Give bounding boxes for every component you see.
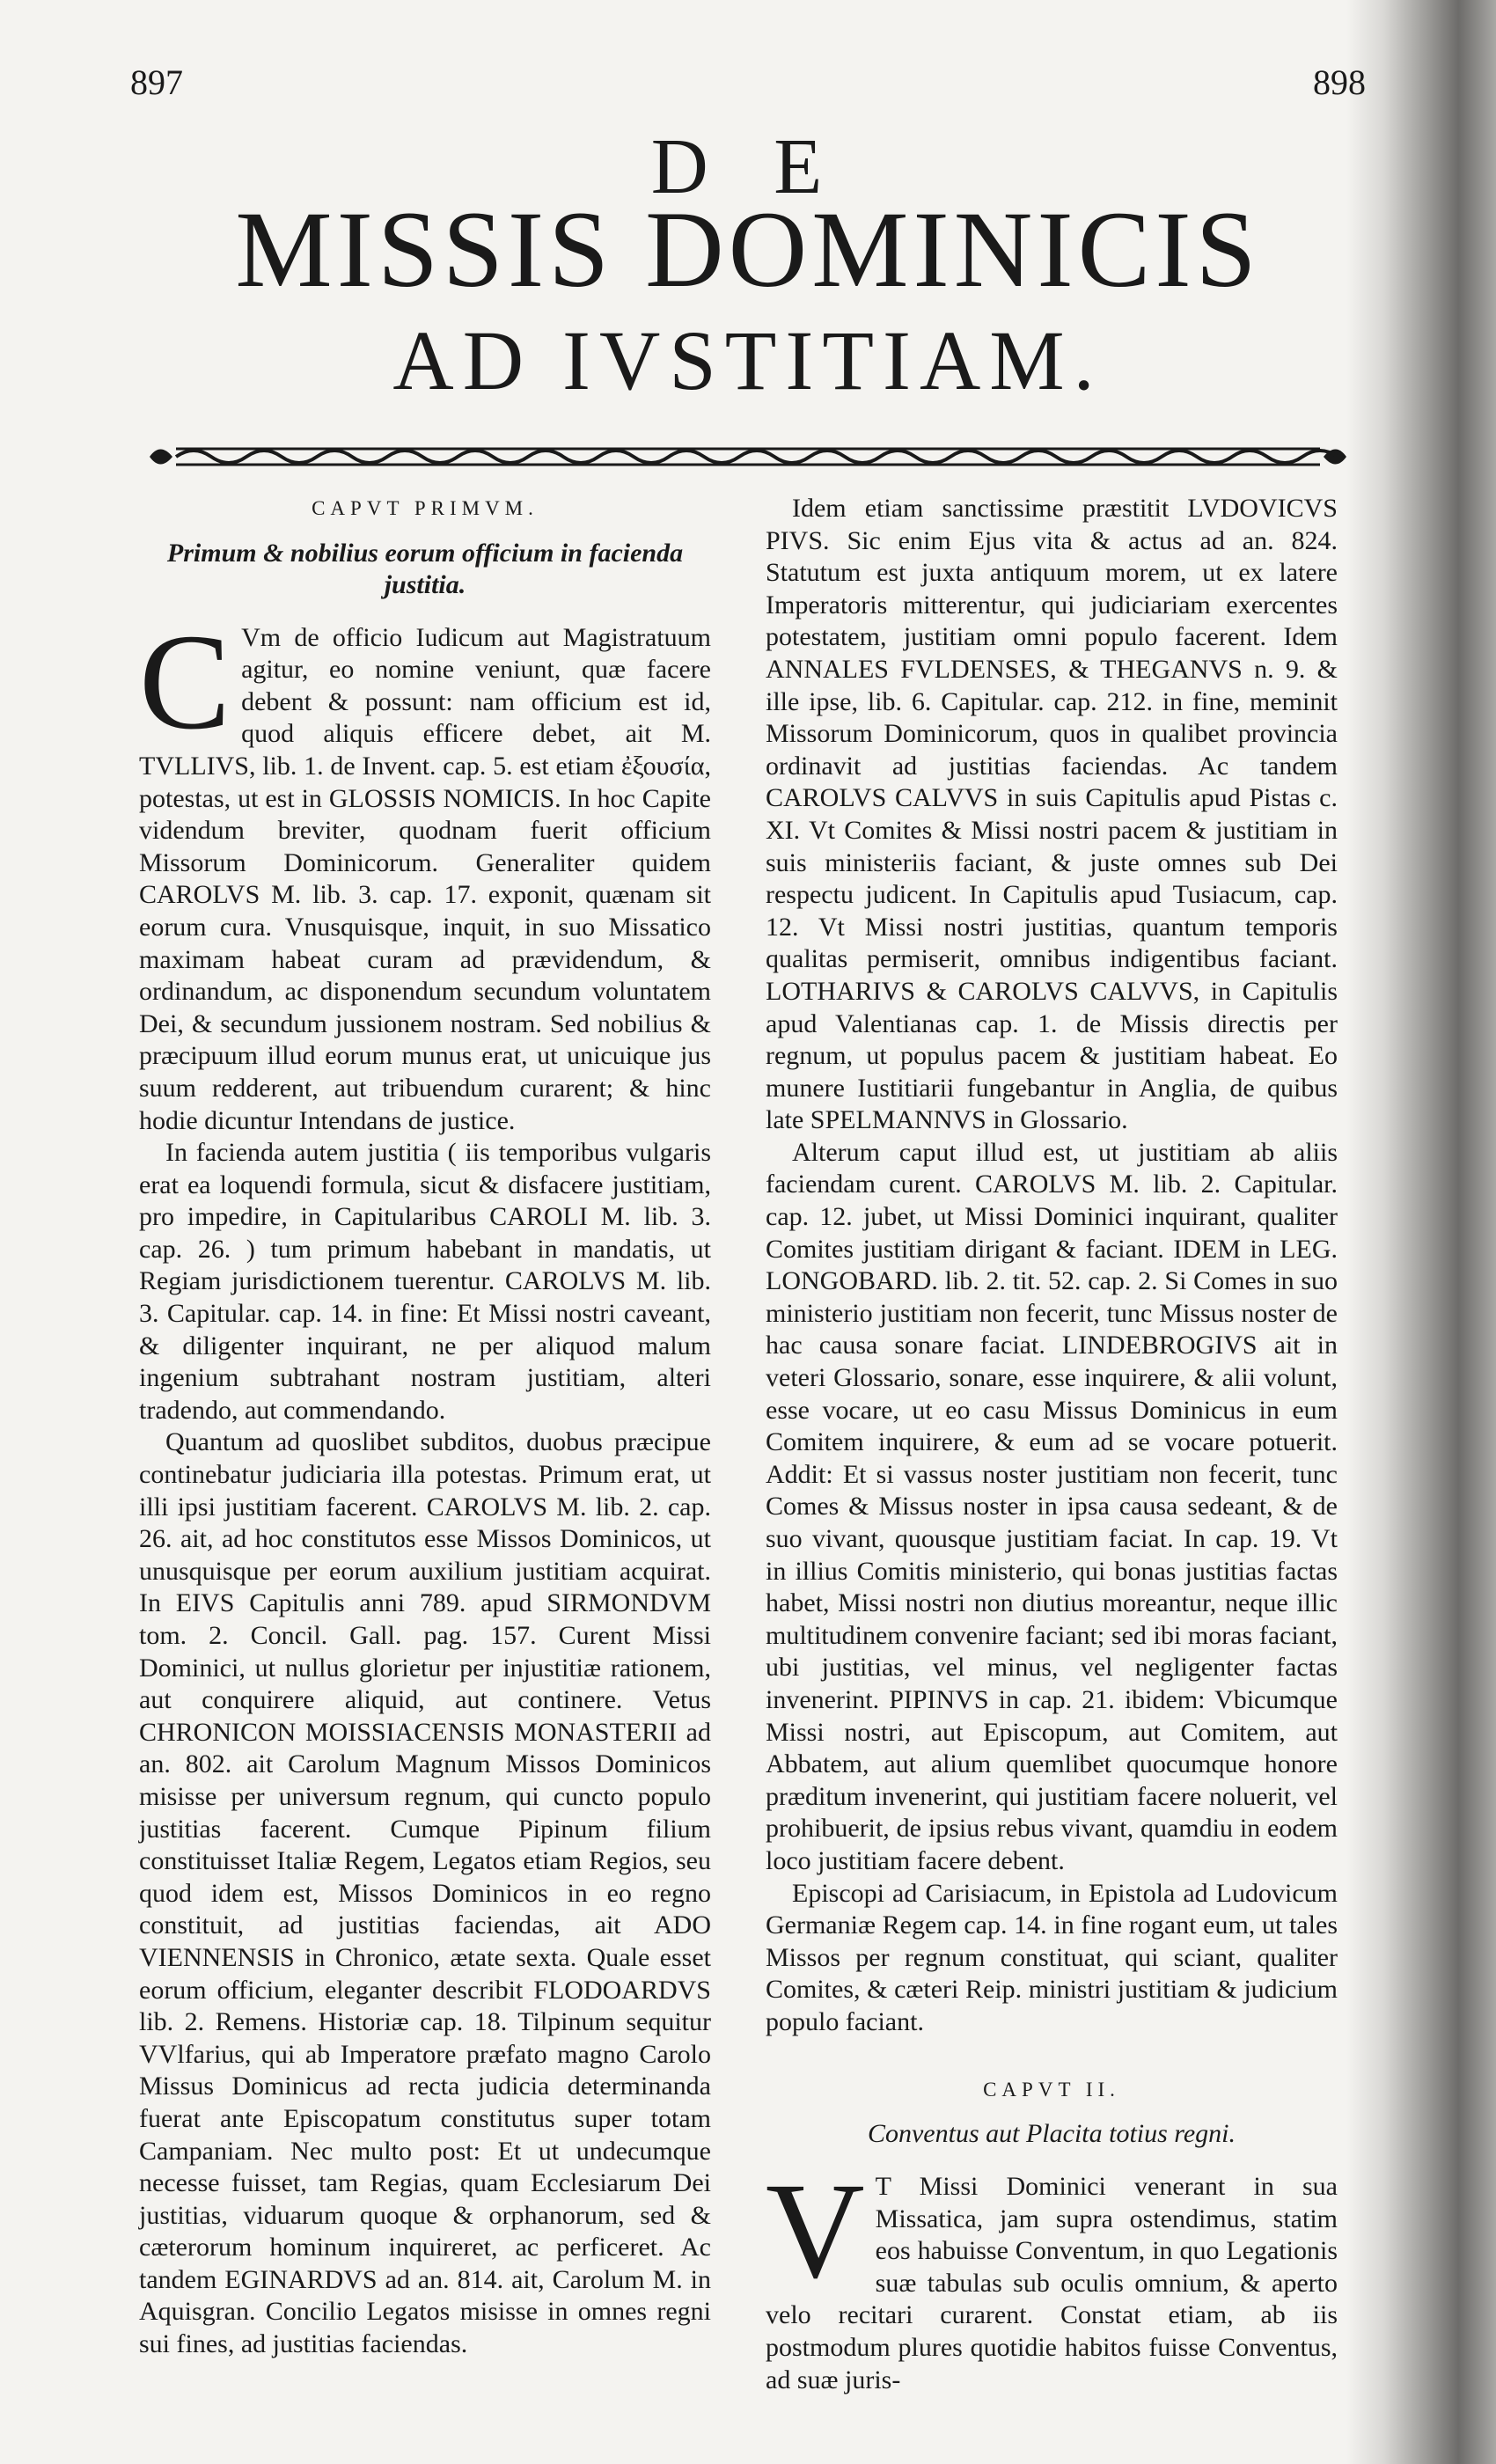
chapter-subtitle: Conventus aut Placita totius regni. xyxy=(867,2119,1236,2149)
spacer xyxy=(766,2039,1338,2074)
chapter-heading: CAPVT PRIMVM. xyxy=(312,497,539,519)
page-number-left: 897 xyxy=(130,62,183,102)
right-column xyxy=(766,493,1338,2396)
drop-cap: C xyxy=(139,605,231,758)
chapter-subtitle: Primum & nobilius eorum officium in facienda justitia. xyxy=(166,538,684,599)
paragraph-text: T Missi Dominici venerant in sua Missatica, jam supra ostendimus, statim eos habuisse Conventum, in quo Legationis suæ tabulas sub oculis omnium, & aperto velo recitari curarent. Constat etiam, ab iis postmodum plures quotidie habitos fuisse Conventus, ad suæ juris- xyxy=(766,2172,1338,2394)
paragraph: In facienda autem justitia ( iis temporibus vulgaris erat ea loquendi formula, sicut & disfacere justitiam, pro impedire, in Capitularibus CAROLI M. lib. 3. cap. 26. ) tum primum habebant in mandatis, ut Regiam jurisdictionem tuerentur. CAROLVS M. lib. 3. Capitular. cap. 14. in fine: Et Missi nostri caveant, & diligenter inquirant, ne per aliquod malum ingenium subtrahant nostram justitiam, alteri tradendo, aut commendando. xyxy=(139,1138,711,1425)
paragraph xyxy=(766,2154,1338,2396)
drop-cap: V xyxy=(766,2154,865,2307)
paragraph: Quantum ad quoslibet subditos, duobus præcipue continebatur judiciaria illa potestas. Primum erat, ut illi ipsi justitiam facerent. CAROLVS M. lib. 2. cap. 26. ait, ad hoc constitutos esse Missos Dominicos, ut unusquisque per eorum auxilium justitiam acquirat. In EIVS Capitulis anni 789. apud SIRMONDVM tom. 2. Concil. Gall. pag. 157. Curent Missi Dominici, ut nullus glorietur per injustitiæ rationem, aut conquirere aliquid, aut continere. Vetus CHRONICON MOISSIACENSIS MONASTERII ad an. 802. ait Carolum Magnum Missos Dominicos misisse per universum regnum, qui cuncto populo justitias facerent. Cumque Pipinum filium constituisset Italiæ Regem, Legatos etiam Regios, seu quod idem est, Missos Dominicos in eo regno constituit, ad justitias faciendas, ait ADO VIENNENSIS in Chronico, ætate sexta. Quale esset eorum officium, eleganter describit FLODOARDVS lib. 2. Remens. Historiæ cap. 18. Tilpinum sequitur VVlfarius, qui ab Imperatore præfato magno Carolo Missus Dominicus ad recta judicia determinanda fuerat ante Episcopatum constitutus super totam Campaniam. Nec multo post: Et ut undecumque necesse fuisset, tam Regias, quam Ecclesiarum Dei justitias, viduarum quoque & orphanorum, sed & cæterorum hominum inquireret, ac perficeret. Ac tandem EGINARDVS ad an. 814. ait, Carolum M. in Aquisgran. Concilio Legatos misisse in omnes regni sui fines, ad justitias faciendas. xyxy=(139,1427,711,2359)
title-line-sub: AD IVSTITIAM. xyxy=(392,313,1104,407)
page-number-right: 898 xyxy=(1313,62,1366,102)
paragraph-text: Vm de officio Iudicum aut Magistratuum agitur, eo nomine veniunt, quæ facere debent & possunt: nam officium est id, quod aliquis efficere debet, ait M. TVLLIVS, lib. 1. de Invent. cap. 5. est etiam ἐξουσία, potestas, ut est in GLOSSIS NOMICIS. In hoc Capite videndum breviter, quodnam fuerit officium Missorum Dominicorum. Generaliter quidem CAROLVS M. lib. 3. cap. 17. exponit, quænam sit eorum cura. Vnusquisque, inquit, in suo Missatico maximam habeat curam ad prævidendum, & ordinandum, ac disponendum secundum voluntatem Dei, & secundum jussionem nostram. Sed nobilius & præcipuum illud eorum munus erat, ut unicuique jus suum redderent, aut tribuendum curarent; & hinc hodie dicuntur Intendans de justice. xyxy=(139,622,711,1135)
ornamental-divider xyxy=(141,436,1355,477)
title-line-de: D E xyxy=(650,123,846,210)
paragraph: Episcopi ad Carisiacum, in Epistola ad Ludovicum Germaniæ Regem cap. 14. in fine rogant eum, ut tales Missos per regnum constituat, qui sciant, qualiter Comites, & cæteri Reip. ministri justitiam & judicium populo faciant. xyxy=(766,1878,1338,2036)
paragraph: Idem etiam sanctissime præstitit LVDOVICVS PIVS. Sic enim Ejus vita & actus ad an. 824. Statutum est juxta antiquum morem, ut ex latere Imperatoris mitterentur, qui judiciariam exercentes potestatem, justitiam omni populo facerent. Idem ANNALES FVLDENSES, & THEGANVS n. 9. & ille ipse, lib. 6. Capitular. cap. 212. in fine, meminit Missorum Dominicorum, quos in qualibet provincia ordinavit ad justitias faciendas. Ac tandem CAROLVS CALVVS in suis Capitulis apud Pistas c. XI. Vt Comites & Missi nostri pacem & justitiam in suis ministeriis faciant, & juste omnes sub Dei respectu judicent. In Capitulis apud Tusiacum, cap. 12. Vt Missi nostri justitias, quantum temporis qualitas permiserit, omnibus indigentibus faciant. LOTHARIVS & CAROLVS CALVVS, in Capitulis apud Valentianas cap. 1. de Missis directis per regnum, ut populus pacem & justitiam habeat. Eo munere Iustitiarii fungebantur in Anglia, de quibus late SPELMANNVS in Glossario. xyxy=(766,494,1338,1135)
title-line-main: MISSIS DOMINICIS xyxy=(235,189,1261,310)
paragraph xyxy=(139,605,711,1138)
paragraph: Alterum caput illud est, ut justitiam ab aliis faciendam curent. CAROLVS M. lib. 2. Capitular. cap. 12. jubet, ut Missi Dominici inquirant, qualiter Comites justitiam dirigant & faciant. IDEM in LEG. LONGOBARD. lib. 2. tit. 52. cap. 2. Si Comes in suo ministerio justitiam non fecerit, tunc Missus noster de hac causa sonare faciat. LINDEBROGIVS ait in veteri Glossario, sonare, esse inquirere, & alii volunt, esse vocare, ut eo casu Missus Dominicus in eum Comitem inquirere, & eum ad se vocare potuerit. Addit: Et si vassus noster justitiam non fecerit, tunc Comes & Missus noster in ipsa causa sedeant, & de suo vivant, quousque justitiam faciat. In cap. 19. Vt in illius Comitis ministerio, qui bonas justitias factas habet, Missi nostri non diutius moreantur, neque illic multitudinem convenire faciant; sed ibi moras faciant, ubi justitias, vel minus, vel negligenter factas invenerint. PIPINVS in cap. 21. ibidem: Vbicumque Missi nostri, aut Episcopum, aut Comitem, aut Abbatem, aut alium quemlibet quocumque honore præditum invenerint, qui justitiam facere noluerit, vel prohibuerit, de ipsius rebus vivant, quamdiu in eodem loco justitiam facere debent. xyxy=(766,1137,1338,1875)
chapter-heading: CAPVT II. xyxy=(983,2078,1120,2101)
left-column xyxy=(139,493,711,2361)
